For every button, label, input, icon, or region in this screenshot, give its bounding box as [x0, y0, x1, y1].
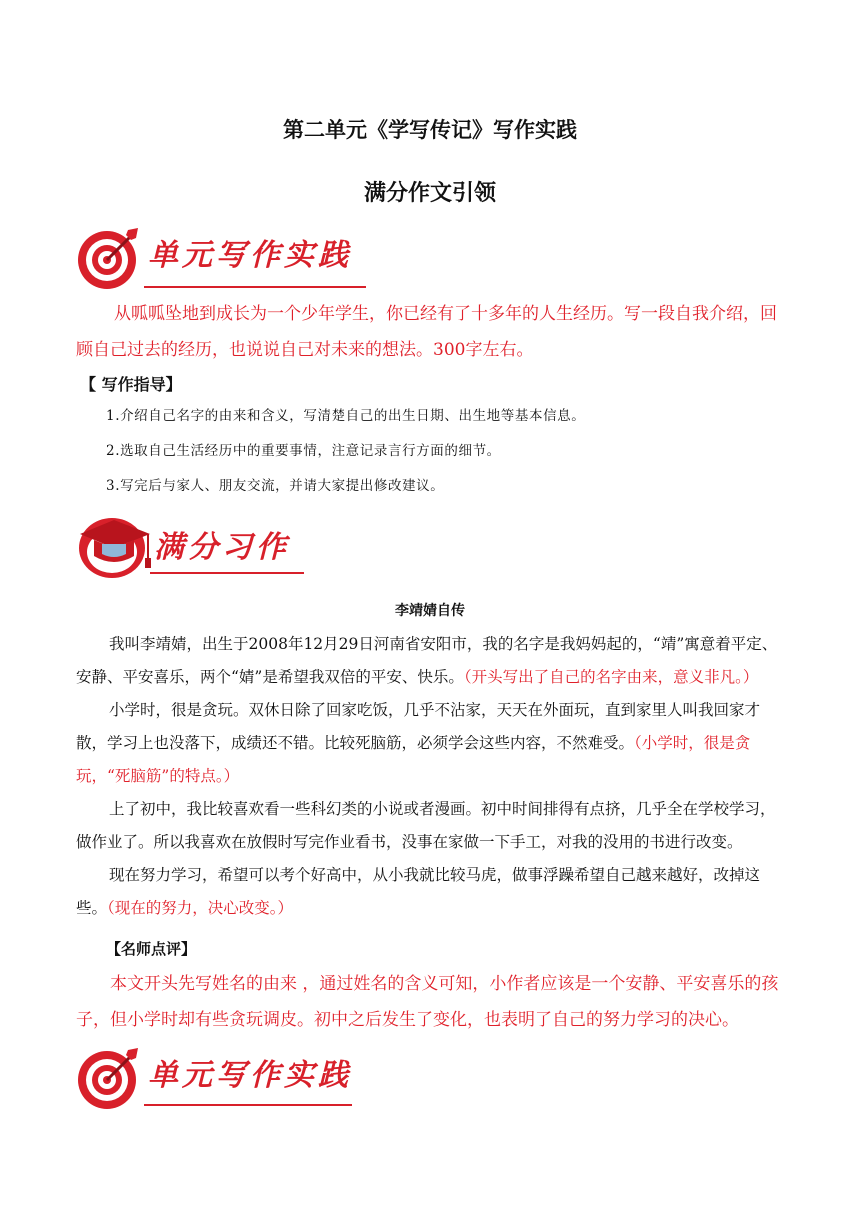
page-subtitle: 满分作文引领: [363, 180, 496, 206]
essay-paragraph: 小学时，很是贪玩。双休日除了回家吃饭，几乎不沾家，天天在外面玩，直到家里人叫我回家才散，学习上也没落下，成绩还不错。比较死脑筋，必须学会这些内容，不然难受。（小学时，很是贪玩，“死脑筋”的特点。）: [76, 701, 761, 785]
writing-task: [76, 296, 786, 368]
banner-essay: [76, 508, 376, 582]
page-title: 第二单元《学写传记》写作实践: [283, 117, 577, 142]
guide-item: 1.介绍自己名字的由来和含义，写清楚自己的出生日期、出生地等基本信息。: [106, 408, 586, 424]
task-text: 从呱呱坠地到成长为一个少年学生，你已经有了十多年的人生经历。写一段自我介绍，回顾自己过去的经历，也说说自己对未来的想法。300字左右。: [76, 304, 777, 360]
banner-practice: [76, 226, 376, 294]
banner-practice-label: 单元写作实践: [148, 238, 352, 273]
banner-essay-label: 满分习作: [154, 530, 290, 565]
essay-body: [76, 628, 786, 925]
target-icon: [76, 226, 142, 292]
essay-paragraph: 现在努力学习，希望可以考个好高中，从小我就比较马虎，做事浮躁希望自己越来越好，改掉这些。（现在的努力，决心改变。）: [76, 866, 761, 917]
target-icon: [76, 1046, 142, 1112]
banner-underline: [144, 286, 366, 288]
review-text: 本文开头先写姓名的由来 ，通过姓名的含义可知，小作者应该是一个安静、平安喜乐的孩子，但小学时却有些贪玩调皮。初中之后发生了变化，也表明了自己的努力学习的决心。: [76, 974, 779, 1030]
guide-item: 2.选取自己生活经历中的重要事情，注意记录言行方面的细节。: [106, 443, 501, 459]
essay-paragraph: 我叫李靖婧，出生于2008年12月29日河南省安阳市，我的名字是我妈妈起的，“靖”寓意着平定、安静、平安喜乐，两个“婧”是希望我双倍的平安、快乐。（开头写出了自己的名字由来，意义非凡。）: [76, 635, 778, 686]
banner-underline: [150, 572, 304, 574]
banner-practice-label: 单元写作实践: [148, 1058, 352, 1093]
guide-heading: 【 写作指导】: [80, 375, 182, 394]
essay-paragraph: 上了初中，我比较喜欢看一些科幻类的小说或者漫画。初中时间排得有点挤，几乎全在学校学习，做作业了。所以我喜欢在放假时写完作业看书，没事在家做一下手工，对我的没用的书进行改变。: [76, 800, 776, 851]
essay-title: 李靖婧自传: [395, 603, 465, 619]
banner-underline: [144, 1104, 352, 1106]
banner-practice: [76, 1046, 376, 1114]
guide-item: 3.写完后与家人、朋友交流，并请大家提出修改建议。: [106, 478, 445, 494]
graduation-cap-icon: [76, 508, 156, 580]
review-heading: 【名师点评】: [106, 940, 197, 958]
